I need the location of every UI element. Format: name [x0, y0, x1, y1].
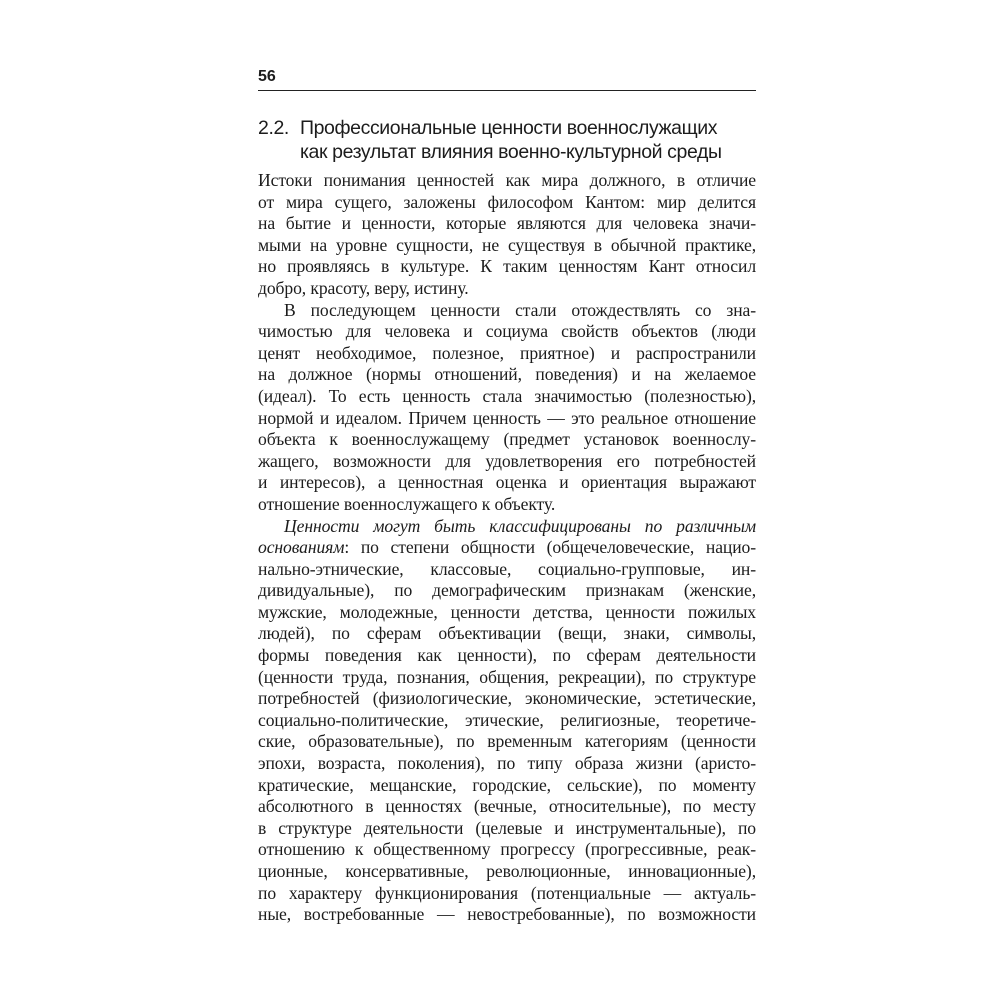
text-line: социально-политические, этические, религиозные, теоретиче- — [258, 709, 756, 730]
text-line: эпохи, возраста, поколения), по типу образа жизни (аристо- — [258, 753, 756, 774]
text-line: дивидуальные), по демографическим признакам (женские, — [258, 580, 756, 601]
text-line: (идеал). То есть ценность стала значимостью (полезностью), — [258, 385, 756, 406]
text-line: формы поведения как ценности), по сферам деятельности — [258, 645, 756, 666]
text-line: на должное (нормы отношений, поведения) и на желаемое — [258, 364, 756, 385]
text-line: ционные, консервативные, революционные, инновационные), — [258, 861, 756, 881]
text-line: ные, востребованные — невостребованные), по возможности — [258, 904, 756, 925]
text-line: нально-этнические, классовые, социально-групповые, ин- — [258, 558, 756, 579]
text-line: в структуре деятельности (целевые и инструментальные), по — [258, 817, 756, 838]
text-line: мыми на уровне сущности, не существуя в обычной практике, — [258, 234, 756, 255]
section-heading — [258, 116, 758, 164]
text-line: потребностей (физиологические, экономические, эстетические, — [258, 688, 756, 709]
text-line: добро, красоту, веру, истину. — [258, 277, 469, 298]
body-text — [258, 170, 756, 926]
text-line: объекта к военнослужащему (предмет установок военнослу- — [258, 429, 756, 450]
paragraph-2 — [258, 300, 756, 516]
text-line: людей), по сферам объективации (вещи, знаки, символы, — [258, 623, 756, 644]
text-line: от мира сущего, заложены философом Кантом: мир делится — [258, 191, 756, 212]
italic-phrase: Ценности могут быть классифицированы по различным — [284, 515, 756, 536]
text-line: Истоки понимания ценностей как мира должного, в отличие — [258, 170, 756, 190]
text-line: нормой и идеалом. Причем ценность — это реальное отношение — [258, 407, 756, 428]
text-line: отношению к общественному прогрессу (прогрессивные, реак- — [258, 839, 756, 860]
text-line: ские, образовательные), по временным категориям (ценности — [258, 731, 756, 752]
paragraph-1 — [258, 170, 756, 300]
text-line: но проявляясь в культуре. К таким ценностям Кант относил — [258, 256, 756, 277]
text-line: кратические, мещанские, городские, сельские), по моменту — [258, 774, 756, 795]
text-line — [258, 516, 756, 538]
section-number: 2.2. — [258, 117, 289, 139]
text-line: жащего, возможности для удовлетворения его потребностей — [258, 450, 756, 471]
text-line: чимостью для человека и социума свойств объектов (люди — [258, 321, 756, 342]
text-line: и интересов), а ценностная оценка и ориентация выражают — [258, 472, 756, 493]
page-header — [258, 68, 756, 91]
text-line: (ценности труда, познания, общения, рекреации), по структуре — [258, 666, 756, 687]
text-line: ценят необходимое, полезное, приятное) и распространили — [258, 342, 756, 363]
page-number: 56 — [258, 68, 276, 85]
italic-phrase-end: основаниям — [258, 537, 345, 558]
text-line: В последующем ценности стали отождествлять со зна- — [284, 299, 756, 320]
text-line: на бытие и ценности, которые являются для человека значи- — [258, 213, 756, 234]
text-line: отношение военнослужащего к объекту. — [258, 493, 556, 514]
text-fragment: : по степени общности (общечеловеческие, нацио- — [344, 537, 756, 558]
text-line: абсолютного в ценностях (вечные, относительные), по месту — [258, 796, 756, 817]
heading-title-part-1: Профессиональные ценности военнослужащих — [300, 117, 718, 139]
text-line: по характеру функционирования (потенциальные — актуаль- — [258, 882, 756, 903]
text-line: мужские, молодежные, ценности детства, ценности пожилых — [258, 601, 756, 622]
heading-title-part-2: как результат влияния военно-культурной среды — [300, 141, 722, 163]
text-line — [258, 537, 756, 559]
heading-line-1 — [258, 116, 758, 140]
paragraph-3 — [258, 516, 756, 926]
